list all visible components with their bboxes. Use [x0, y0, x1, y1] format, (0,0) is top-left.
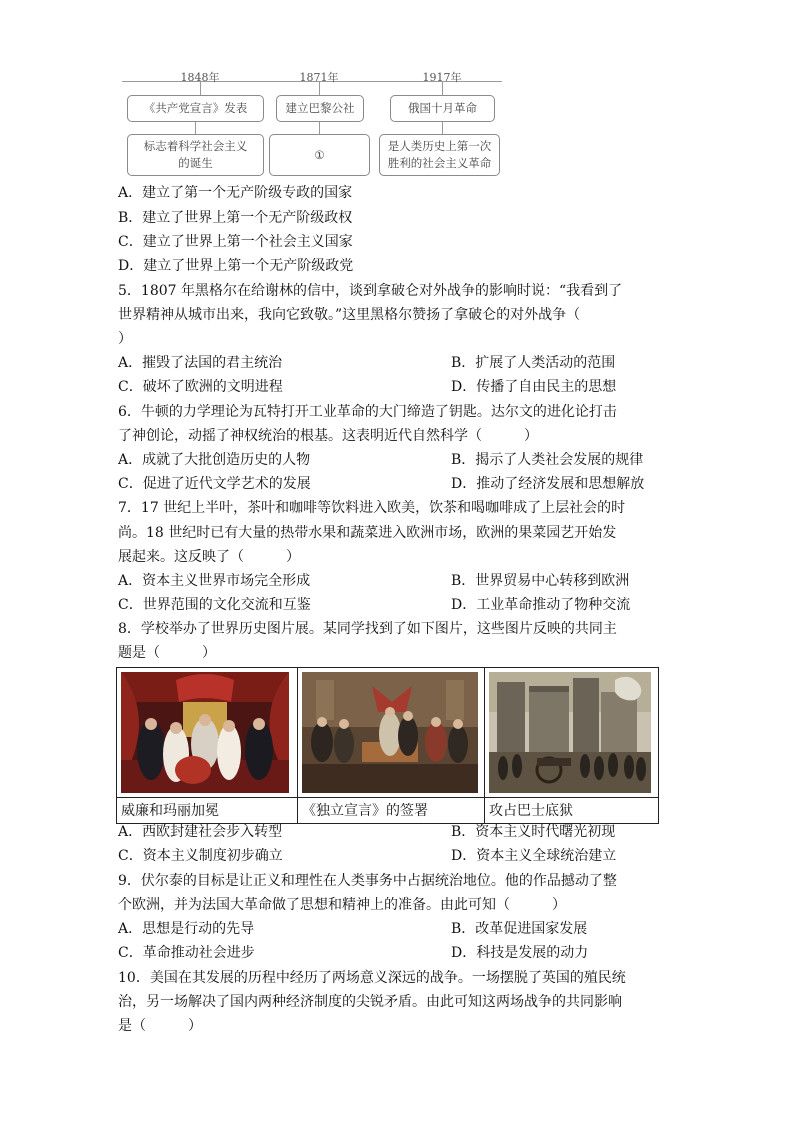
q4-option-d: D．建立了世界上第一个无产阶级政党 — [118, 258, 354, 274]
q8-image-cell-1 — [117, 668, 298, 823]
q5-stem-line-1: 5．1807 年黑格尔在给谢林的信中，谈到拿破仑对外战争的影响时说：“我看到了 — [118, 283, 623, 299]
q4-option-b: B．建立了世界上第一个无产阶级政权 — [118, 210, 353, 226]
timeline-tick — [200, 81, 201, 95]
q8-option-d: D．资本主义全球统治建立 — [451, 848, 617, 864]
q8-option-c: C．资本主义制度初步确立 — [118, 848, 283, 864]
q4-option-a: A．建立了第一个无产阶级专政的国家 — [118, 185, 353, 201]
significance-line: 的诞生 — [178, 156, 213, 170]
q10-stem-line-2: 治，另一场解决了国内两种经济制度的尖锐矛盾。由此可知这两场战争的共同影响 — [118, 994, 622, 1010]
q9-option-c: C．革命推动社会进步 — [118, 945, 255, 961]
q5-option-d: D．传播了自由民主的思想 — [451, 379, 617, 395]
q8-caption-1: 威廉和玛丽加冕 — [117, 797, 297, 824]
timeline-event-box-2: 建立巴黎公社 — [276, 95, 364, 122]
q4-option-c: C．建立了世界上第一个社会主义国家 — [118, 234, 353, 250]
q6-option-d: D．推动了经济发展和思想解放 — [451, 476, 645, 492]
significance-line: 是人类历史上第一次 — [387, 139, 492, 153]
timeline-connector — [442, 122, 443, 134]
q8-caption-3: 攻占巴士底狱 — [485, 797, 658, 824]
q6-stem-line-2: 了神创论，动摇了神权统治的根基。这表明近代自然科学（ ） — [118, 428, 538, 444]
q9-stem-line-1: 9．伏尔泰的目标是让正义和理性在人类事务中占据统治地位。他的作品撼动了整 — [118, 873, 617, 889]
timeline-diagram — [118, 66, 504, 178]
q6-stem-line-1: 6．牛顿的力学理论为瓦特打开工业革命的大门缔造了钥匙。达尔文的进化论打击 — [118, 404, 617, 420]
timeline-tick — [319, 81, 320, 95]
q8-image-cell-3 — [485, 668, 658, 823]
q8-option-a: A．西欧封建社会步入转型 — [118, 824, 283, 840]
timeline-significance-box-3 — [379, 134, 500, 176]
q5-option-b: B．扩展了人类活动的范围 — [451, 355, 616, 371]
significance-line: 标志着科学社会主义 — [143, 139, 248, 153]
coronation-painting — [121, 672, 289, 793]
q10-stem-line-1: 10．美国在其发展的历程中经历了两场意义深远的战争。一场摆脱了英国的殖民统 — [118, 970, 626, 986]
q8-stem-line-2: 题是（ ） — [118, 645, 216, 661]
q5-option-c: C．破坏了欧洲的文明进程 — [118, 379, 283, 395]
timeline-significance-box-1 — [127, 134, 264, 176]
q5-stem-line-3: ） — [118, 331, 132, 347]
q7-stem-line-2: 尚。18 世纪时已有大量的热带水果和蔬菜进入欧洲市场，欧洲的果菜园艺开始发 — [118, 525, 617, 541]
q9-option-a: A．思想是行动的先导 — [118, 921, 255, 937]
q7-option-c: C．世界范围的文化交流和互鉴 — [118, 597, 311, 613]
timeline-year-2: 1871年 — [299, 71, 339, 84]
significance-line: 胜利的社会主义革命 — [387, 156, 492, 170]
bastille-painting — [489, 672, 651, 793]
timeline-tick — [442, 81, 443, 95]
timeline-year-1: 1848年 — [180, 71, 220, 84]
timeline-connector — [319, 122, 320, 134]
q8-caption-2: 《独立宣言》的签署 — [298, 797, 484, 824]
q6-option-b: B．揭示了人类社会发展的规律 — [451, 452, 644, 468]
q7-option-d: D．工业革命推动了物种交流 — [451, 597, 631, 613]
q5-stem-line-2: 世界精神从城市出来，我向它致敬。”这里黑格尔赞扬了拿破仑的对外战争（ — [118, 307, 581, 323]
q7-option-b: B．世界贸易中心转移到欧洲 — [451, 573, 630, 589]
q9-option-d: D．科技是发展的动力 — [451, 945, 589, 961]
q9-stem-line-2: 个欧洲，并为法国大革命做了思想和精神上的准备。由此可知（ ） — [118, 897, 566, 913]
q10-stem-line-3: 是（ ） — [118, 1018, 202, 1034]
q5-option-a: A．摧毁了法国的君主统治 — [118, 355, 283, 371]
q8-stem-line-1: 8．学校举办了世界历史图片展。某同学找到了如下图片，这些图片反映的共同主 — [118, 621, 617, 637]
q9-option-b: B．改革促进国家发展 — [451, 921, 588, 937]
q8-image-table — [116, 667, 659, 824]
blank-marker: ① — [314, 147, 325, 162]
timeline-year-3: 1917年 — [422, 71, 462, 84]
q7-stem-line-3: 展起来。这反映了（ ） — [118, 549, 300, 565]
q7-stem-line-1: 7．17 世纪上半叶，茶叶和咖啡等饮料进入欧美，饮茶和喝咖啡成了上层社会的时 — [118, 500, 626, 516]
q6-option-a: A．成就了大批创造历史的人物 — [118, 452, 311, 468]
q8-image-cell-2 — [298, 668, 485, 823]
timeline-connector — [195, 122, 196, 134]
q7-option-a: A．资本主义世界市场完全形成 — [118, 573, 311, 589]
q8-option-b: B．资本主义时代曙光初现 — [451, 824, 616, 840]
q6-option-c: C．促进了近代文学艺术的发展 — [118, 476, 311, 492]
timeline-event-box-1: 《共产党宣言》发表 — [127, 95, 264, 122]
timeline-event-box-3: 俄国十月革命 — [390, 95, 495, 122]
timeline-significance-box-2 — [269, 134, 370, 176]
declaration-signing-painting — [302, 672, 478, 793]
